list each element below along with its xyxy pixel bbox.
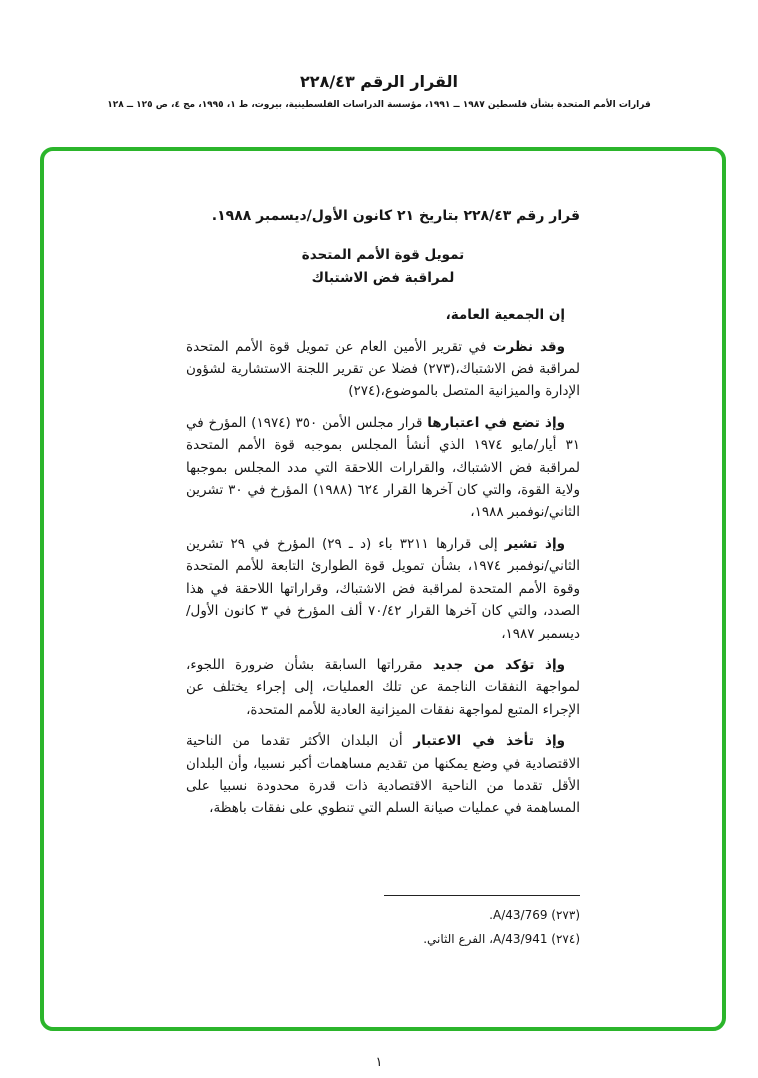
paragraph-lead: وقد نظرت [492, 338, 565, 355]
page-number: ١ [375, 1055, 383, 1070]
page-title: القرار الرقم ٢٢٨/٤٣ [300, 72, 458, 91]
paragraph-lead: وإذ تضع في اعتبارها [427, 414, 566, 431]
resolution-body [186, 151, 580, 820]
paragraph-text: قرار مجلس الأمن ٣٥٠ (١٩٧٤) المؤرخ في ٣١ أيار/مايو ١٩٧٤ الذي أنشأ المجلس بموجبه قوة الأمم المتحدة لمراقبة فض الاشتباك، والقرارات اللاحقة التي مدد المجلس بموجبها ولاية القوة، والتي كان آخرها القرار ٦٢٤ (١٩٨٨) المؤرخ في ٣٠ تشرين الثاني/نوفمبر ١٩٨٨، [186, 414, 580, 521]
resolution-heading: قرار رقم ٢٢٨/٤٣ بتاريخ ٢١ كانون الأول/ديسمبر ١٩٨٨. [211, 208, 580, 224]
paragraph-text: مقرراتها السابقة بشأن ضرورة اللجوء، لمواجهة النفقات الناجمة عن تلك العمليات، إلى إجراء يختلف عن الإجراء المتبع لمواجهة نفقات الميزانية العادية للأمم المتحدة، [186, 656, 580, 718]
footnote-separator [384, 895, 580, 896]
document-header [0, 72, 758, 110]
paragraph-lead: وإذ تأخذ في الاعتبار [413, 733, 566, 750]
source-citation: قرارات الأمم المتحدة بشأن فلسطين ١٩٨٧ ــ ١٩٩١، مؤسسة الدراسات الفلسطينية، بيروت، ط ١، ١٩٩٥، مج ٤، ص ١٢٥ ــ ١٢٨ [107, 100, 651, 110]
preamble-paragraph [186, 730, 580, 820]
footnote: (٢٧٣) A/43/769. [489, 908, 580, 922]
paragraph-lead: وإذ تؤكد من جديد [432, 656, 565, 673]
highlight-box [40, 147, 726, 1031]
paragraph-text: إلى قرارها ٣٢١١ باء (د ـ ٢٩) المؤرخ في ٢٩ تشرين الثاني/نوفمبر ١٩٧٤، بشأن تمويل قوة الطوارئ التابعة للأمم المتحدة وقوة الأمم المتحدة لمراقبة فض الاشتباك، وقراراتها اللاحقة في هذا الصدد، والتي كان آخرها القرار ٧٠/٤٢ ألف المؤرخ في ٣ كانون الأول/ديسمبر ١٩٨٧، [186, 535, 580, 642]
preamble-opening: إن الجمعية العامة، [445, 307, 565, 324]
paragraph-text: أن البلدان الأكثر تقدما من الناحية الاقتصادية في وضع يمكنها من تقديم مساهمات أكبر نسبيا، وأن البلدان الأقل تقدما من الناحية الاقتصادية ذات قدرة محدودة نسبيا على المساهمة في عمليات صيانة السلم التي تنطوي على نفقات باهظة، [186, 733, 580, 817]
footnotes-section [44, 895, 722, 953]
resolution-title-line-1: تمويل قوة الأمم المتحدة [301, 247, 465, 264]
preamble-paragraph [186, 533, 580, 645]
preamble-paragraph [186, 336, 580, 403]
preamble-paragraph [186, 412, 580, 524]
paragraph-lead: وإذ تشير [504, 535, 565, 552]
preamble-paragraph [186, 654, 580, 721]
footnote: (٢٧٤) A/43/941، الفرع الثاني. [423, 932, 580, 946]
paragraph-text: في تقرير الأمين العام عن تمويل قوة الأمم المتحدة لمراقبة فض الاشتباك،(٢٧٣) فضلا عن تقرير اللجنة الاستشارية لشؤون الإدارة والميزانية المتصل بالموضوع،(٢٧٤) [186, 338, 580, 400]
resolution-title-line-2: لمراقبة فض الاشتباك [311, 269, 455, 286]
